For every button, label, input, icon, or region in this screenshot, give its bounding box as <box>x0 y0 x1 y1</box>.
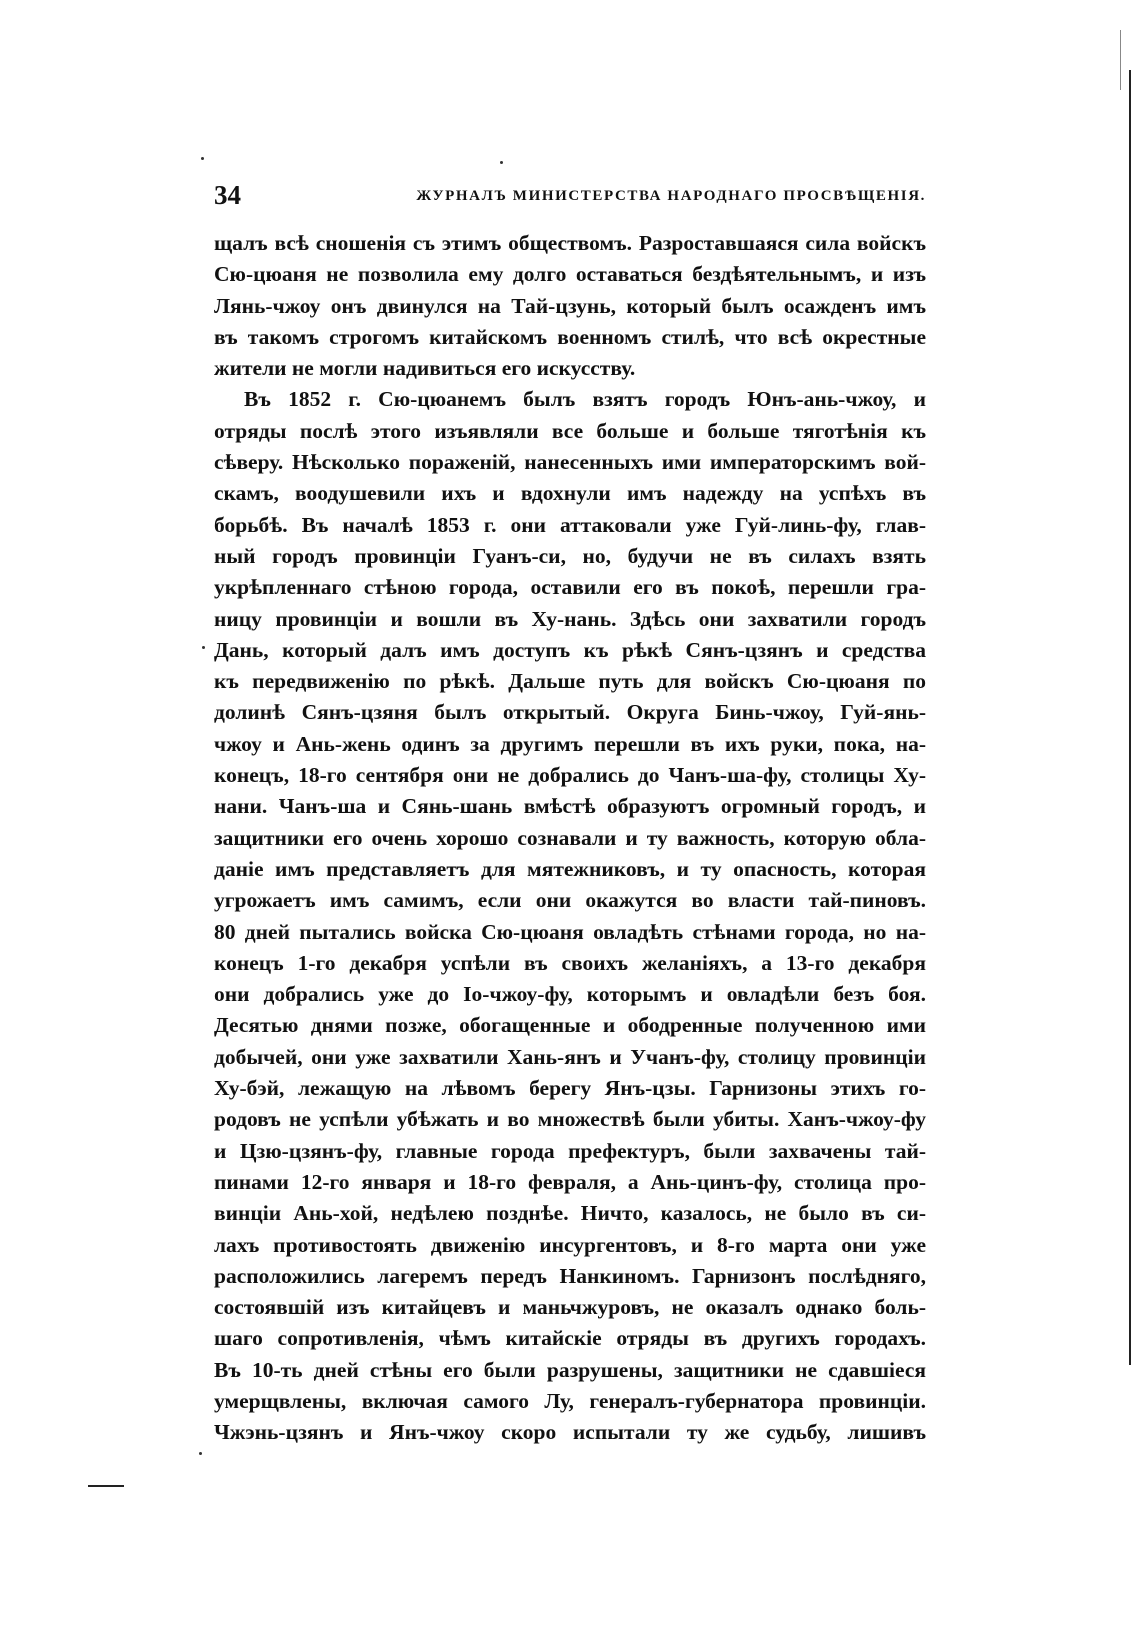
scan-edge-mark <box>1120 30 1121 90</box>
scan-margin-mark <box>88 1485 124 1487</box>
text-line: и Цзю-цзянъ-фу, главные города префектуръ, были захвачены тай- <box>214 1138 926 1163</box>
text-line: Ху-бэй, лежащую на лѣвомъ берегу Янъ-цзы. Гарнизоны этихъ го- <box>214 1076 926 1101</box>
scan-speck <box>201 157 204 160</box>
text-line: отряды послѣ этого изъявляли все больше и больше тяготѣнія къ <box>214 418 926 443</box>
text-line: ный городъ провинціи Гуанъ-си, но, будучи не въ силахъ взять <box>214 543 926 568</box>
text-line: защитники его очень хорошо сознавали и ту важность, которую обла- <box>214 825 926 850</box>
text-line: угрожаетъ имъ самимъ, если они окажутся во власти тай-пиновъ. <box>214 888 926 913</box>
text-line: они добрались уже до Іо-чжоу-фу, которымъ и овладѣли безъ боя. <box>214 982 926 1007</box>
scan-speck <box>202 646 205 649</box>
text-line: въ такомъ строгомъ китайскомъ военномъ стилѣ, что всѣ окрестные <box>214 324 926 349</box>
text-line: состоявшій изъ китайцевъ и маньчжуровъ, не оказалъ однако боль- <box>214 1295 926 1320</box>
text-line: укрѣпленнаго стѣною города, оставили его въ покоѣ, перешли гра- <box>214 575 926 600</box>
text-line: Десятью днями позже, обогащенные и ободренные полученною ими <box>214 1013 926 1038</box>
text-line: ницу провинціи и вошли въ Ху-нань. Здѣсь они захватили городъ <box>214 606 926 631</box>
paragraph-start-line: Въ 1852 г. Сю-цюанемъ былъ взятъ городъ Юнъ-ань-чжоу, и <box>244 387 926 412</box>
body-text <box>214 228 926 1449</box>
text-line: щалъ всѣ сношенія съ этимъ обществомъ. Разроставшаяся сила войскъ <box>214 231 926 255</box>
text-line: винціи Ань-хой, недѣлею позднѣе. Ничто, казалось, не было въ си- <box>214 1201 926 1226</box>
text-line: къ передвиженію по рѣкѣ. Дальше путь для войскъ Сю-цюаня по <box>214 669 926 694</box>
text-line: лахъ противостоять движенію инсургентовъ, и 8-го марта они уже <box>214 1232 926 1257</box>
page-number: 34 <box>214 180 241 210</box>
text-line: Сю-цюаня не позволила ему долго оставаться бездѣятельнымъ, и изъ <box>214 262 926 287</box>
text-line: 80 дней пытались войска Сю-цюаня овладѣть стѣнами города, но на- <box>214 919 926 944</box>
text-line: даніе имъ представляетъ для мятежниковъ, и ту опасность, которая <box>214 856 926 881</box>
page-edge-rule <box>1129 70 1131 1365</box>
text-line: борьбѣ. Въ началѣ 1853 г. они аттаковали уже Гуй-линь-фу, глав- <box>214 512 926 537</box>
text-line: Чжэнь-цзянъ и Янъ-чжоу скоро испытали ту же судьбу, лишивъ <box>214 1420 926 1445</box>
text-line: жители не могли надивиться его искусству. <box>214 356 636 381</box>
text-line: умерщвлены, включая самого Лу, генералъ-губернатора провинціи. <box>214 1388 926 1413</box>
text-line: пинами 12-го января и 18-го февраля, а Ань-цинъ-фу, столица про- <box>214 1169 926 1194</box>
text-line: сѣверу. Нѣсколько пораженій, нанесенныхъ ими императорскимъ вой- <box>214 450 926 475</box>
text-line: конецъ 1-го декабря успѣли въ своихъ желаніяхъ, а 13-го декабря <box>214 950 926 975</box>
text-line: Лянь-чжоу онъ двинулся на Тай-цзунь, который былъ осажденъ имъ <box>214 293 926 318</box>
text-line: Въ 10-ть дней стѣны его были разрушены, защитники не сдавшіеся <box>214 1357 926 1382</box>
text-line: добычей, они уже захватили Хань-янъ и Учанъ-фу, столицу провинціи <box>214 1044 926 1069</box>
page-header <box>214 180 926 210</box>
running-head: ЖУРНАЛЪ МИНИСТЕРСТВА НАРОДНАГО ПРОСВѢЩЕНІЯ. <box>416 188 926 204</box>
scan-speck <box>199 1452 202 1455</box>
text-line: родовъ не успѣли убѣжать и во множествѣ были убиты. Ханъ-чжоу-фу <box>214 1107 926 1132</box>
text-line: Дань, который далъ имъ доступъ къ рѣкѣ Сянъ-цзянъ и средства <box>214 637 926 662</box>
text-line: чжоу и Ань-жень одинъ за другимъ перешли въ ихъ руки, пока, на- <box>214 731 926 756</box>
text-line: скамъ, воодушевили ихъ и вдохнули имъ надежду на успѣхъ въ <box>214 481 926 506</box>
text-line: долинѣ Сянъ-цзяня былъ открытый. Округа Бинь-чжоу, Гуй-янь- <box>214 700 926 725</box>
text-line: нани. Чанъ-ша и Сянь-шань вмѣстѣ образуютъ огромный городъ, и <box>214 794 926 819</box>
text-line: шаго сопротивленія, чѣмъ китайскіе отряды въ другихъ городахъ. <box>214 1326 926 1351</box>
text-line: расположились лагеремъ передъ Нанкиномъ. Гарнизонъ послѣдняго, <box>214 1263 926 1288</box>
text-line: конецъ, 18-го сентября они не добрались до Чанъ-ша-фу, столицы Ху- <box>214 763 926 788</box>
scan-speck <box>500 161 503 164</box>
